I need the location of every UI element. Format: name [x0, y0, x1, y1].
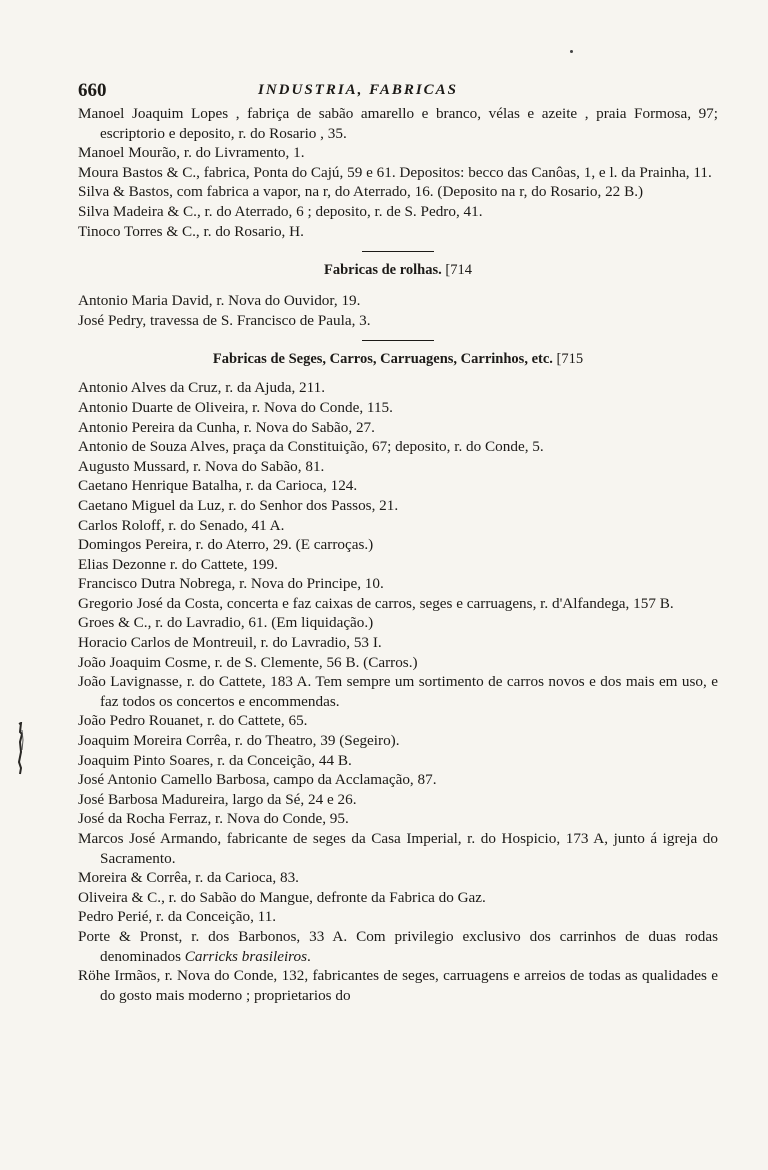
- list-item: Pedro Perié, r. da Conceição, 11.: [78, 908, 277, 926]
- list-item: Joaquim Pinto Soares, r. da Conceição, 44 B.: [78, 751, 352, 769]
- list-item: José Antonio Camello Barbosa, campo da Acclamação, 87.: [78, 771, 437, 789]
- list-item: Horacio Carlos de Montreuil, r. do Lavradio, 53 I.: [78, 634, 382, 652]
- list-item: Oliveira & C., r. do Sabão do Mangue, defronte da Fabrica do Gaz.: [78, 888, 486, 906]
- section-divider: [362, 340, 434, 341]
- porte-entry-end: .: [307, 947, 311, 965]
- list-item: Antonio Maria David, r. Nova do Ouvidor, 19.: [78, 292, 361, 310]
- list-item: Groes & C., r. do Lavradio, 61. (Em liquidação.): [78, 614, 374, 632]
- list-item: Silva Madeira & C., r. do Aterrado, 6 ; deposito, r. de S. Pedro, 41.: [78, 202, 483, 220]
- section-heading-title: Fabricas de rolhas.: [324, 262, 442, 279]
- section-seges: [78, 351, 718, 1005]
- list-item: João Pedro Rouanet, r. do Cattete, 65.: [78, 712, 308, 730]
- list-item: Elias Dezonne r. do Cattete, 199.: [78, 555, 278, 573]
- list-item: Manoel Joaquim Lopes , fabriça de sabão amarello e branco, vélas e azeite , praia Formosa, 97; escriptorio e deposito, r. do Rosario , 35.: [78, 105, 718, 142]
- page: [78, 80, 718, 1005]
- section-heading: [78, 262, 718, 279]
- list-item: Tinoco Torres & C., r. do Rosario, H.: [78, 222, 304, 240]
- list-item: Antonio Duarte de Oliveira, r. Nova do Conde, 115.: [78, 398, 393, 416]
- section-rolhas: [78, 262, 718, 330]
- list-item: José da Rocha Ferraz, r. Nova do Conde, 95.: [78, 810, 349, 828]
- list-item: Carlos Roloff, r. do Senado, 41 A.: [78, 516, 285, 534]
- running-title: INDUSTRIA, FABRICAS: [258, 82, 459, 98]
- list-item: Joaquim Moreira Corrêa, r. do Theatro, 39 (Segeiro).: [78, 732, 400, 750]
- section-heading-title: Fabricas de Seges, Carros, Carruagens, Carrinhos, etc.: [212, 351, 553, 368]
- porte-entry-italic: Carricks brasileiros: [184, 947, 308, 965]
- list-item: Francisco Dutra Nobrega, r. Nova do Principe, 10.: [78, 575, 384, 593]
- list-item: [78, 927, 718, 966]
- porte-entry-text: Porte & Pronst, r. dos Barbonos, 33 A. Com privilegio exclusivo dos carrinhos de duas rodas denominados: [78, 927, 718, 965]
- list-item: João Lavignasse, r. do Cattete, 183 A. Tem sempre um sortimento de carros novos e dos mais em uso, e faz todos os concertos e encommendas.: [78, 673, 718, 710]
- list-item: Moura Bastos & C., fabrica, Ponta do Cajú, 59 e 61. Depositos: becco das Canôas, 1, e l. da Prainha, 11.: [78, 163, 712, 181]
- list-item: Augusto Mussard, r. Nova do Sabão, 81.: [78, 457, 325, 475]
- section-divider: [362, 251, 434, 252]
- list-item: João Joaquim Cosme, r. de S. Clemente, 56 B. (Carros.): [78, 653, 418, 671]
- list-item: Röhe Irmãos, r. Nova do Conde, 132, fabricantes de seges, carruagens e arreios de todas as qualidades e do gosto mais moderno ; proprietarios do: [78, 967, 718, 1004]
- list-item: Marcos José Armando, fabricante de seges da Casa Imperial, r. do Hospicio, 173 A, junto á igreja do Sacramento.: [78, 830, 718, 867]
- list-item: Moreira & Corrêa, r. da Carioca, 83.: [78, 869, 299, 887]
- list-item: Antonio de Souza Alves, praça da Constituição, 67; deposito, r. do Conde, 5.: [78, 438, 544, 456]
- list-item: Manoel Mourão, r. do Livramento, 1.: [78, 144, 305, 162]
- section-heading: [78, 351, 718, 368]
- list-item: Caetano Miguel da Luz, r. do Senhor dos Passos, 21.: [78, 496, 399, 514]
- list-item: Caetano Henrique Batalha, r. da Carioca, 124.: [78, 477, 358, 495]
- section-heading-number: [715: [556, 351, 584, 368]
- list-item: Silva & Bastos, com fabrica a vapor, na r, do Aterrado, 16. (Deposito na r, do Rosario, 22 B.): [78, 183, 644, 201]
- list-item: Domingos Pereira, r. do Aterro, 29. (E carroças.): [78, 536, 374, 554]
- page-number: 660: [78, 80, 107, 101]
- list-item: José Pedry, travessa de S. Francisco de Paula, 3.: [78, 311, 371, 329]
- section-heading-number: [714: [445, 262, 472, 279]
- list-item: José Barbosa Madureira, largo da Sé, 24 e 26.: [78, 790, 357, 808]
- section-sabao-continued: [78, 104, 718, 241]
- list-item: Gregorio José da Costa, concerta e faz caixas de carros, seges e carruagens, r. d'Alfandega, 157 B.: [78, 594, 674, 612]
- list-item: Antonio Alves da Cruz, r. da Ajuda, 211.: [78, 379, 326, 397]
- list-item: Antonio Pereira da Cunha, r. Nova do Sabão, 27.: [78, 418, 375, 436]
- paper-speck: [570, 50, 573, 53]
- library-stamp-mark: [16, 722, 26, 782]
- page-header: [78, 80, 718, 104]
